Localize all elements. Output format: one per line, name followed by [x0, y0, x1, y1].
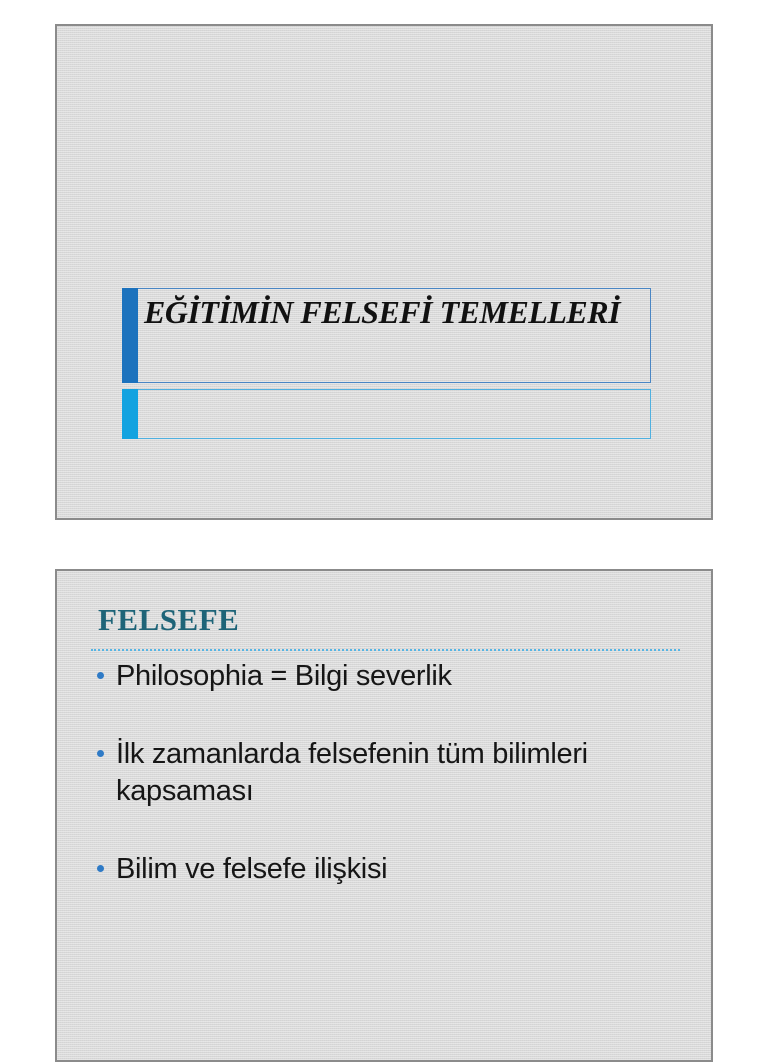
list-item: Philosophia = Bilgi severlik [97, 658, 657, 695]
slide-2 [55, 569, 713, 1062]
title-accent-bar [122, 288, 138, 383]
bullet-list [97, 658, 657, 929]
slide1-title: EĞİTİMİN FELSEFİ TEMELLERİ [144, 294, 621, 330]
list-item: Bilim ve felsefe ilişkisi [97, 851, 657, 888]
slide-1 [55, 24, 713, 520]
subtitle-accent-bar [122, 389, 138, 439]
list-item: İlk zamanlarda felsefenin tüm bilimleri kapsaması [97, 736, 657, 810]
slide2-heading: FELSEFE [98, 602, 240, 637]
slide1-title-box [122, 288, 651, 383]
heading-divider [91, 649, 680, 651]
slide1-subtitle-box [122, 389, 651, 439]
